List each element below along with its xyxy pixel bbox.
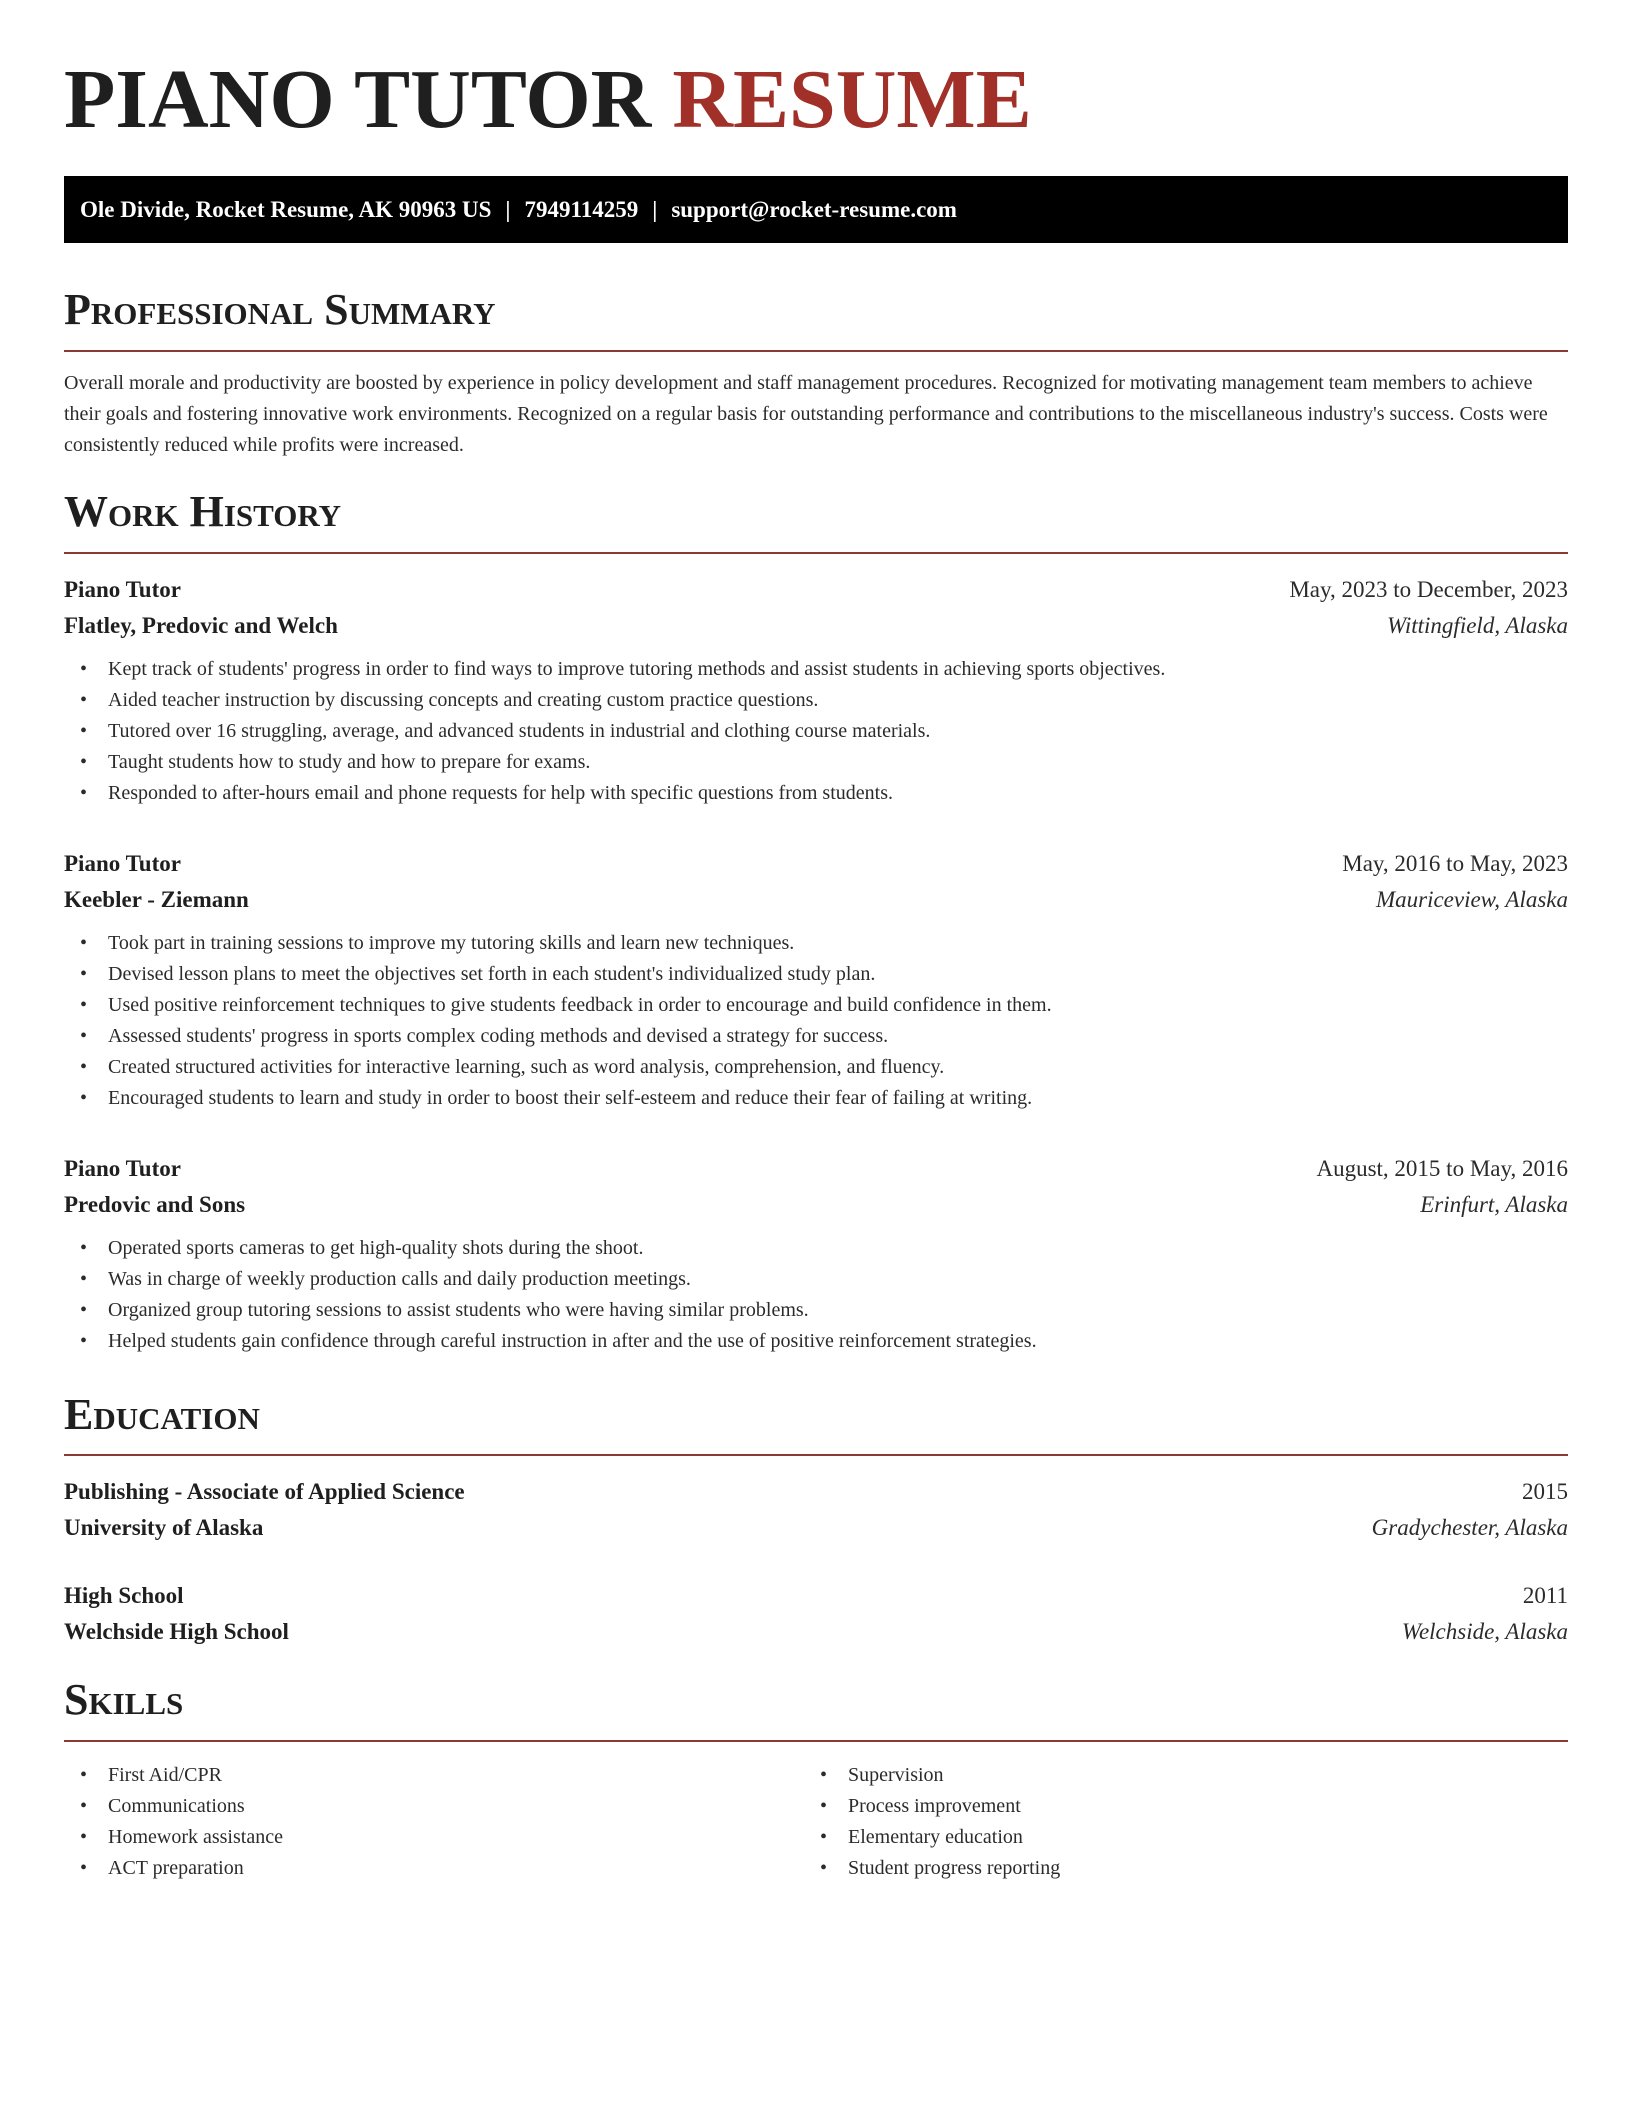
list-item: • Organized group tutoring sessions to assist students who were having similar problems. (64, 1295, 1568, 1326)
list-item: • Created structured activities for interactive learning, such as word analysis, comprehension, and fluency. (64, 1052, 1568, 1083)
list-item: • Aided teacher instruction by discussing concepts and creating custom practice questions. (64, 685, 1568, 716)
job-dates: May, 2016 to May, 2023 (1342, 851, 1568, 876)
job-company: Keebler - Ziemann (64, 887, 249, 912)
job-company-row (64, 1187, 1568, 1223)
contact-separator: | (652, 197, 658, 222)
job-location: Wittingfield, Alaska (1386, 613, 1568, 638)
skill-item: • ACT preparation (64, 1853, 764, 1884)
education-degree-row (64, 1578, 1568, 1614)
list-item: • Used positive reinforcement techniques to give students feedback in order to encourage and build confidence in them. (64, 990, 1568, 1021)
education-heading: Education (64, 1390, 260, 1439)
contact-phone: 7949114259 (524, 197, 639, 222)
education-degree: High School (64, 1583, 184, 1608)
education-degree: Publishing - Associate of Applied Science (64, 1479, 465, 1504)
job-header-row (64, 846, 1568, 882)
job-title: Piano Tutor (64, 1156, 181, 1181)
job-header-row (64, 572, 1568, 608)
resume-title (64, 0, 1568, 146)
list-item: • Devised lesson plans to meet the objectives set forth in each student's individualized study plan. (64, 959, 1568, 990)
contact-bar (64, 176, 1568, 243)
skills-column-right (804, 1750, 1504, 1884)
list-item: • Responded to after-hours email and phone requests for help with specific questions from students. (64, 778, 1568, 809)
contact-address: Ole Divide, Rocket Resume, AK 90963 US (80, 197, 492, 222)
job-duties-list (64, 928, 1568, 1114)
job-duties-list (64, 1233, 1568, 1357)
skill-item: • Student progress reporting (804, 1853, 1504, 1884)
skills-column-left (64, 1750, 764, 1884)
education-school-row (64, 1510, 1568, 1546)
summary-heading: Professional Summary (64, 285, 496, 334)
contact-email: support@rocket-resume.com (671, 197, 957, 222)
education-entry (64, 1474, 1568, 1546)
skill-item: • Process improvement (804, 1791, 1504, 1822)
job-location: Erinfurt, Alaska (1420, 1192, 1568, 1217)
list-item: • Helped students gain confidence through careful instruction in after and the use of positive reinforcement strategies. (64, 1326, 1568, 1357)
job-duties-list (64, 654, 1568, 809)
list-item: • Tutored over 16 struggling, average, and advanced students in industrial and clothing course materials. (64, 716, 1568, 747)
job-company: Predovic and Sons (64, 1192, 246, 1217)
title-main: PIANO TUTOR (64, 53, 652, 146)
summary-divider (64, 350, 1568, 352)
summary-text: Overall morale and productivity are boosted by experience in policy development and staff management procedures. Recognized for motivating management team members to achieve their goals and fostering innovative work environments. Recognized on a regular basis for outstanding performance and contributions to the miscellaneous industry's success. Costs were consistently reduced while profits were increased. (64, 372, 1548, 456)
list-item: • Took part in training sessions to improve my tutoring skills and learn new techniques. (64, 928, 1568, 959)
list-item: • Encouraged students to learn and study in order to boost their self-esteem and reduce their fear of failing at writing. (64, 1083, 1568, 1114)
work-history-divider (64, 552, 1568, 554)
skill-item: • Homework assistance (64, 1822, 764, 1853)
skills-list (804, 1760, 1504, 1884)
list-item: • Taught students how to study and how to prepare for exams. (64, 747, 1568, 778)
education-year: 2011 (1522, 1583, 1568, 1608)
contact-separator: | (505, 197, 511, 222)
job-dates: August, 2015 to May, 2016 (1316, 1156, 1568, 1181)
education-location: Gradychester, Alaska (1371, 1515, 1568, 1540)
job-location: Mauriceview, Alaska (1375, 887, 1568, 912)
job-entry (64, 846, 1568, 1114)
skills-list (64, 1760, 764, 1884)
job-entry (64, 1151, 1568, 1357)
work-history-heading: Work History (64, 487, 342, 536)
job-title: Piano Tutor (64, 577, 181, 602)
resume-page (64, 0, 1568, 1879)
list-item: • Kept track of students' progress in order to find ways to improve tutoring methods and assist students in achieving sports objectives. (64, 654, 1568, 685)
job-title: Piano Tutor (64, 851, 181, 876)
skill-item: • Supervision (804, 1760, 1504, 1791)
education-school-row (64, 1614, 1568, 1650)
education-school: Welchside High School (64, 1619, 289, 1644)
list-item: • Was in charge of weekly production calls and daily production meetings. (64, 1264, 1568, 1295)
education-school: University of Alaska (64, 1515, 264, 1540)
education-entry (64, 1578, 1568, 1650)
skills-heading: Skills (64, 1675, 184, 1724)
education-divider (64, 1454, 1568, 1456)
job-dates: May, 2023 to December, 2023 (1289, 577, 1568, 602)
education-degree-row (64, 1474, 1568, 1510)
list-item: • Assessed students' progress in sports complex coding methods and devised a strategy for success. (64, 1021, 1568, 1052)
education-location: Welchside, Alaska (1401, 1619, 1568, 1644)
job-company-row (64, 882, 1568, 918)
skill-item: • First Aid/CPR (64, 1760, 764, 1791)
list-item: • Operated sports cameras to get high-quality shots during the shoot. (64, 1233, 1568, 1264)
job-company-row (64, 608, 1568, 644)
job-header-row (64, 1151, 1568, 1187)
job-entry (64, 572, 1568, 809)
skill-item: • Communications (64, 1791, 764, 1822)
skill-item: • Elementary education (804, 1822, 1504, 1853)
job-company: Flatley, Predovic and Welch (64, 613, 338, 638)
title-accent: RESUME (672, 53, 1032, 146)
education-year: 2015 (1522, 1479, 1568, 1504)
skills-divider (64, 1740, 1568, 1742)
